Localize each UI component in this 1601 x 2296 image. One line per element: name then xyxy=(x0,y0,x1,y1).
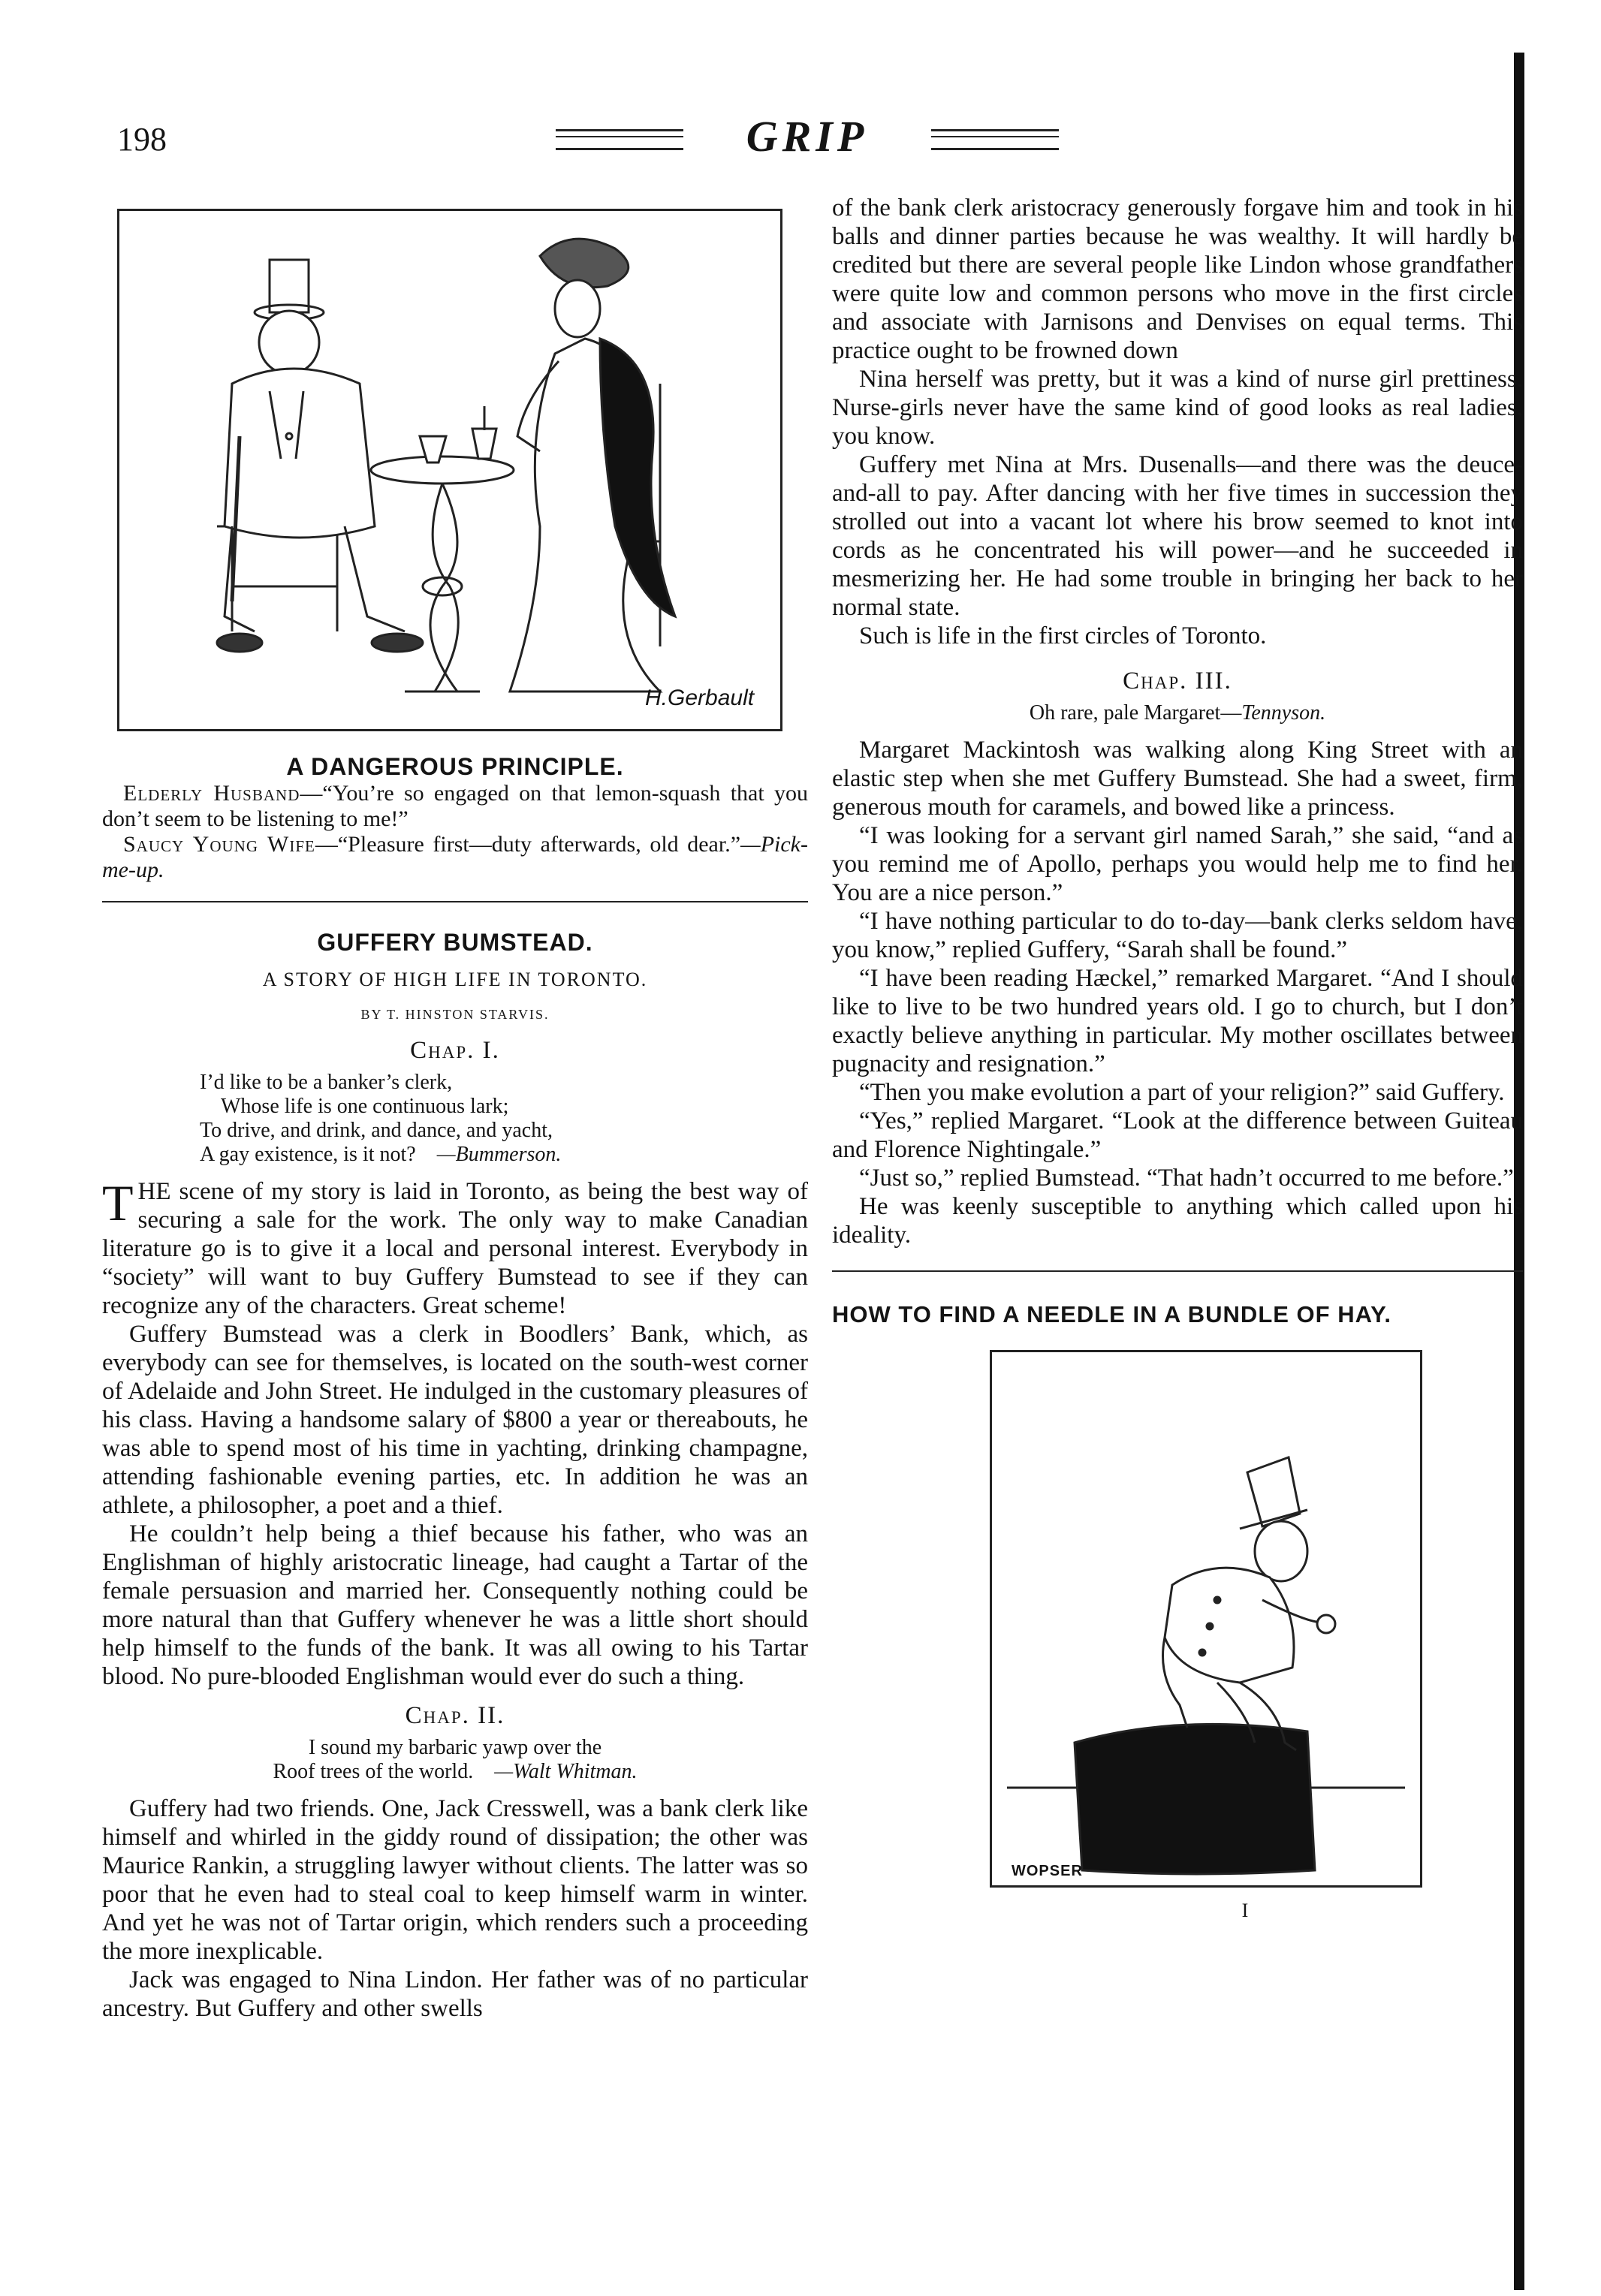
verse-line: A gay existence, is it not? xyxy=(200,1143,416,1166)
cafe-couple-illustration xyxy=(119,211,780,729)
chap2-paragraph-3: of the bank clerk aristocracy generously forgave him and took in his balls and dinner parties because he was wealthy. It will hardly be credited but there are several people like Lindon whose grandfathers were quite low and common persons who move in the first circles and associate with Jarnisons and Denvises on equal terms. This practice ought to be frowned down xyxy=(832,194,1523,364)
verse-line: Whose life is one continuous lark; xyxy=(221,1095,509,1118)
story-title: GUFFERY BUMSTEAD. xyxy=(317,929,593,956)
chap1-paragraph-2: Guffery Bumstead was a clerk in Boodlers’ Bank, which, as everybody can see for themselves, is located on the south-west corner of Adelaide and John Street. He indulged in the customary pleasures of his class. Having a handsome salary of $800 a year or thereabouts, he was able to spend most of his time in yachting, drinking champagne, attending fashionable evening parties, etc. In addition he was an athlete, a philosopher, a poet and a thief. xyxy=(102,1321,808,1519)
cartoon2-signature: WOPSER xyxy=(1012,1863,1083,1879)
chap3-heading: Chap. III. xyxy=(1123,667,1232,695)
page-header xyxy=(0,113,1601,173)
cartoon-dangerous-principle xyxy=(117,209,782,731)
cartoon2-title: HOW TO FIND A NEEDLE IN A BUNDLE OF HAY. xyxy=(832,1301,1391,1327)
verse-line: I’d like to be a banker’s clerk, xyxy=(200,1071,453,1094)
right-column xyxy=(832,194,1523,1925)
man-on-hay-illustration xyxy=(992,1352,1420,1885)
left-column xyxy=(102,194,808,2023)
chap3-paragraph-1: Margaret Mackintosh was walking along King Street with an elastic step when she met Guffery Bumstead. She had a sweet, firm, generous mouth for caramels, and bowed like a princess. xyxy=(832,737,1523,821)
verse-source: —Bummerson. xyxy=(436,1143,562,1166)
cartoon1-line1-text: —“You’re so engaged on that lemon-squash that you don’t seem to be listening to me!” xyxy=(102,781,808,831)
story-subtitle: A STORY OF HIGH LIFE IN TORONTO. xyxy=(262,969,648,990)
cartoon1-line2 xyxy=(102,832,808,883)
chap3-paragraph-6: “Yes,” replied Margaret. “Look at the difference between Guiteau and Florence Nightingale.” xyxy=(832,1107,1523,1163)
cartoon1-line1-speaker: Elderly Husband xyxy=(123,781,300,806)
chap2-paragraph-6: Such is life in the first circles of Toronto. xyxy=(859,622,1267,649)
chap1-heading: Chap. I. xyxy=(410,1037,500,1064)
chap2-epigraph-line2: Roof trees of the world. xyxy=(273,1760,474,1783)
masthead-rule-right xyxy=(931,129,1059,150)
masthead-title: GRIP xyxy=(746,112,869,161)
verse-line: To drive, and drink, and dance, and yacht, xyxy=(200,1119,553,1142)
cartoon1-line1 xyxy=(102,781,808,832)
chap3-paragraph-3: “I have nothing particular to do to-day—bank clerks seldom have, you know,” replied Guffery, “Sarah shall be found.” xyxy=(832,908,1523,963)
page-number: 198 xyxy=(117,121,167,158)
section-divider xyxy=(832,1270,1523,1272)
chap1-paragraph-1 xyxy=(102,1174,808,1320)
chap2-epigraph xyxy=(102,1736,808,1784)
story-byline: BY T. HINSTON STARVIS. xyxy=(360,1007,550,1022)
chap2-paragraph-1: Guffery had two friends. One, Jack Cresswell, was a bank clerk like himself and whirled in the giddy round of dissipation; the other was Maurice Rankin, a struggling lawyer without clients. The latter was so poor that he even had to steal coal to keep himself warm in winter. And yet he was not of Tartar origin, which renders such a proceeding the more inexplicable. xyxy=(102,1795,808,1965)
chap2-paragraph-2: Jack was engaged to Nina Lindon. Her father was of no particular ancestry. But Guffery and other swells xyxy=(102,1966,808,2022)
chap2-epigraph-line1: I sound my barbaric yawp over the xyxy=(308,1736,602,1759)
masthead-rule-left xyxy=(556,129,683,150)
chap2-paragraph-5: Guffery met Nina at Mrs. Dusenalls—and there was the deuce-and-all to pay. After dancing with her five times in succession they strolled out into a vacant lot where his brow seemed to knot into cords as he concentrated his will power—and he succeeded in mesmerizing her. He had some trouble in bringing her back to her normal state. xyxy=(832,451,1523,621)
masthead xyxy=(556,112,1066,161)
chap3-epigraph-text: Oh rare, pale Margaret— xyxy=(1029,701,1242,725)
chap3-paragraph-7: “Just so,” replied Bumstead. “That hadn’t occurred to me before.” xyxy=(859,1165,1514,1192)
cartoon1-line2-text: —“Pleasure first—duty afterwards, old dear.” xyxy=(315,832,741,857)
chap2-paragraph-4: Nina herself was pretty, but it was a kind of nurse girl prettiness. Nurse-girls never have the same kind of good looks as real ladies, you know. xyxy=(832,366,1523,450)
page-folio: I xyxy=(1241,1900,1249,1921)
chap3-paragraph-4: “I have been reading Hæckel,” remarked Margaret. “And I should like to live to be two hundred years old. I go to church, but I don’t exactly believe anything in particular. My mother oscillates between pugnacity and resignation.” xyxy=(832,965,1523,1077)
drop-cap: T xyxy=(102,1174,134,1231)
chap3-paragraph-2: “I was looking for a servant girl named Sarah,” she said, “and as you remind me of Apollo, perhaps you would help me to find her. You are a nice person.” xyxy=(832,822,1523,906)
cartoon-needle-in-hay xyxy=(990,1350,1422,1888)
chap3-paragraph-5: “Then you make evolution a part of your religion?” said Guffery. xyxy=(859,1079,1505,1106)
cartoon1-signature: H.Gerbault xyxy=(645,685,755,710)
chap1-paragraph-3: He couldn’t help being a thief because his father, who was an Englishman of highly aristocratic lineage, had caught a Tartar of the female persuasion and married her. Consequently nothing could be more natural than that Guffery whenever he was a little short should help himself to the funds of the bank. It was all owing to his Tartar blood. No pure-blooded Englishman would ever do such a thing. xyxy=(102,1520,808,1690)
section-divider xyxy=(102,901,808,902)
chap1-verse xyxy=(200,1071,808,1167)
chap3-epigraph-source: Tennyson. xyxy=(1241,701,1326,725)
chap3-paragraph-8: He was keenly susceptible to anything which called upon his ideality. xyxy=(832,1193,1523,1249)
cartoon1-line2-source: —Pick-me-up. xyxy=(102,832,808,882)
chap3-epigraph xyxy=(832,701,1523,725)
chap2-heading: Chap. II. xyxy=(405,1702,505,1729)
chap1-p1-text: HE scene of my story is laid in Toronto, as being the best way of securing a sale for the work. The only way to make Canadian literature go is to give it a local and personal interest. Everybody in “society” will want to buy Guffery Bumstead to see if they can recognize any of the characters. Great scheme! xyxy=(102,1178,808,1319)
cartoon1-line2-speaker: Saucy Young Wife xyxy=(123,832,315,857)
chap2-epigraph-source: —Walt Whitman. xyxy=(494,1760,638,1783)
cartoon1-title: A DANGEROUS PRINCIPLE. xyxy=(286,753,624,780)
